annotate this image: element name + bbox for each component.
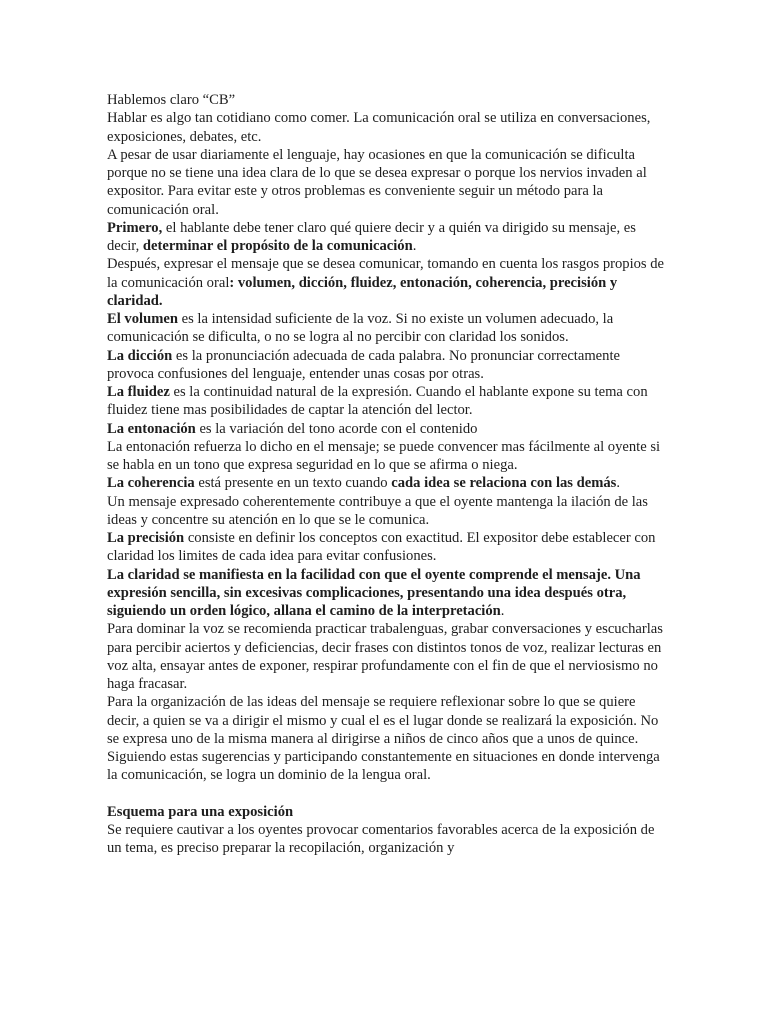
document-title: Hablemos claro “CB” [107,92,236,108]
paragraph-text: es la intensidad suficiente de la voz. Si no existe un volumen adecuado, la comunicación se dificulta, o no se logra al no percibir con claridad los sonidos. [107,311,614,346]
lead-term: El volumen [107,311,178,327]
paragraph-conclusion: Siguiendo estas sugerencias y participando constantemente en situaciones en donde intervenga la comunicación, se logra un dominio de la lengua oral. [107,749,660,784]
paragraph-text: Después, expresar el mensaje que se desea comunicar, tomando en cuenta los rasgos propios de la comunicación oral [107,256,665,291]
paragraph-organization: Para la organización de las ideas del mensaje se requiere reflexionar sobre lo que se quiere decir, a quien se va a dirigir el mismo y cual el es el lugar donde se realizará la exposición. No se expresa uno de la misma manera al dirigirse a niños de cinco años que a unos de quince. [107,694,659,747]
paragraph-claridad [107,566,667,621]
paragraph-text: es la pronunciación adecuada de cada palabra. No pronunciar correctamente provoca confusiones del lenguaje, entender unas cosas por otras. [107,347,620,382]
paragraph-precision [107,529,667,566]
paragraph-end: . [412,238,417,254]
document-page [107,91,667,857]
lead-term: La coherencia [107,475,195,492]
paragraph-text: el hablante debe tener claro qué quiere decir y a quién va dirigido su mensaje, es decir, [107,219,636,254]
emphasis-text: La claridad se manifiesta en la facilidad con que el oyente comprende el mensaje. Una expresión sencilla, sin excesivas complicaciones, presentando una idea después otra, siguiendo un orden lógico, allana el camino de la interpretación [107,566,641,619]
paragraph-second-step [107,255,667,310]
lead-term: La dicción [107,347,173,364]
emphasis-text: cada idea se relaciona con las demás [391,475,617,492]
paragraph-entonacion-detail: La entonación refuerza lo dicho en el mensaje; se puede convencer mas fácilmente al oyente si se habla en un tono que expresa seguridad en lo que se afirma o niega. [107,438,661,473]
lead-term: Primero, [107,219,163,236]
paragraph-volumen [107,310,667,347]
paragraph-voice-practice: Para dominar la voz se recomienda practicar trabalenguas, grabar conversaciones y escucharlas para percibir aciertos y deficiencias, decir frases con distintos tonos de voz, realizar lecturas en voz alta, ensayar antes de exponer, respirar profundamente con el fin de que el nerviosismo no haga fracasar. [107,621,663,692]
paragraph-end: . [616,475,621,492]
paragraph-coherencia [107,474,667,492]
section-heading [107,803,667,821]
paragraph-text: consiste en definir los conceptos con exactitud. El expositor debe establecer con claridad los limites de cada idea para evitar confusiones. [107,530,656,565]
paragraph-fluidez [107,383,667,420]
paragraph-text: está presente en un texto cuando [194,475,392,492]
paragraph-intro: Hablar es algo tan cotidiano como comer. La comunicación oral se utiliza en conversaciones, exposiciones, debates, etc. [107,110,651,145]
section-heading-text: Esquema para una exposición [107,803,294,820]
paragraph-coherencia-detail: Un mensaje expresado coherentemente contribuye a que el oyente mantenga la ilación de las ideas y concentre su atención en lo que se le comunica. [107,493,648,528]
paragraph-first-step [107,219,667,256]
paragraph-diccion [107,347,667,384]
lead-term: La fluidez [107,384,170,400]
lead-term: La precisión [107,530,185,546]
paragraph-end: . [500,603,505,619]
emphasis-text: determinar el propósito de la comunicación [142,238,413,254]
paragraph-entonacion [107,420,667,438]
paragraph-spacer [107,785,667,803]
paragraph-exposition: Se requiere cautivar a los oyentes provocar comentarios favorables acerca de la exposición de un tema, es preciso preparar la recopilación, organización y [107,821,655,856]
paragraph-text: es la continuidad natural de la expresión. Cuando el hablante expone su tema con fluidez tiene mas posibilidades de captar la atención del lector. [107,384,648,419]
emphasis-text: : volumen, dicción, fluidez, entonación, coherencia, precisión y claridad. [107,274,618,309]
lead-term: La entonación [107,420,196,437]
paragraph-problem: A pesar de usar diariamente el lenguaje, hay ocasiones en que la comunicación se dificulta porque no se tiene una idea clara de lo que se desea expresar o porque los nervios invaden al expositor. Para evitar este y otros problemas es conveniente seguir un método para la comunicación oral. [107,146,647,218]
paragraph-text: es la variación del tono acorde con el contenido [195,420,478,437]
